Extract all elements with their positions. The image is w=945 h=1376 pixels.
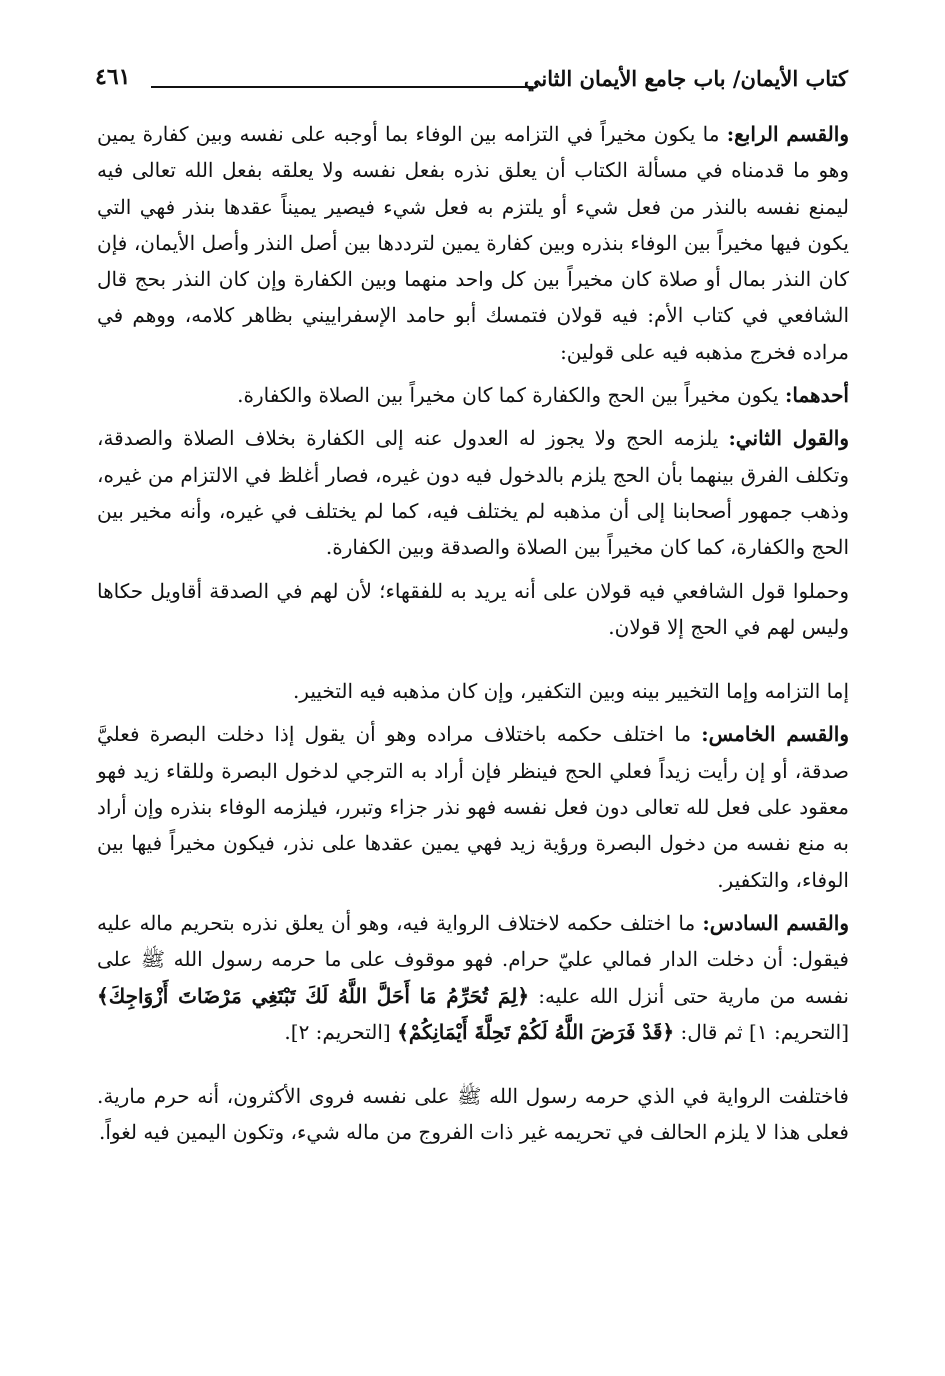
header-title: كتاب الأيمان/ باب جامع الأيمان الثاني bbox=[523, 66, 848, 91]
paragraph-text: يكون مخيراً بين الحج والكفارة كما كان مخيراً بين الصلاة والكفارة. bbox=[237, 383, 785, 408]
paragraph-narration-difference bbox=[97, 1078, 849, 1151]
paragraph-lead: والقول الثاني: bbox=[728, 426, 850, 451]
paragraph-section-four bbox=[97, 116, 849, 370]
paragraph-text: ما يكون مخيراً في التزامه بين الوفاء بما أوجبه على نفسه وبين كفارة يمين وهو ما قدمناه في مسألة الكتاب أن يعلق نذره بفعل نفسه ولا يعلقه بفعل الله تعالى فيه ليمنع نفسه بالنذر من فعل شيء أو يلتزم به فعل شيء فيصير يميناً عقدها بنذر فهي التي يكون فيها مخيراً بين الوفاء بنذره وبين كفارة يمين لترددها بين أصل النذر وأصل الأيمان، فإن كان النذر بمال أو صلاة كان مخيراً بين كل واحد منهما وبين الكفارة وإن كان النذر بحج قال الشافعي في كتاب الأم: فيه قولان فتمسك أبو حامد الإسفراييني بظاهر كلامه، ووهم في مراده فخرج مذهبه فيه على قولين: bbox=[97, 122, 849, 364]
paragraph-lead: والقسم السادس: bbox=[702, 910, 849, 935]
page-number: ٤٦١ bbox=[95, 64, 131, 90]
paragraph-second-opinion bbox=[97, 420, 849, 565]
paragraph-commitment-or-choice bbox=[97, 673, 849, 709]
paragraph-section-six bbox=[97, 905, 849, 1050]
paragraph-text: ما اختلف حكمه لاختلاف الرواية فيه، وهو أن يعلق نذره بتحريم ماله عليه فيقول: أن دخلت الدار فمالي عليّ حرام. فهو موقوف على ما حرمه رسول الله ﷺ على نفسه من مارية حتى أنزل الله عليه: bbox=[97, 910, 850, 1008]
paragraph-text: وحملوا قول الشافعي فيه قولان على أنه يريد به للفقهاء؛ لأن لهم في الصدقة أقاويل حكاها وليس لهم في الحج إلا قولان. bbox=[97, 578, 849, 639]
paragraph-lead: والقسم الرابع: bbox=[726, 122, 849, 146]
paragraph-text: إما التزامه وإما التخيير بينه وبين التكفير، وإن كان مذهبه فيه التخيير. bbox=[292, 679, 849, 704]
page-body bbox=[97, 116, 849, 1158]
paragraph-text: فاختلفت الرواية في الذي حرمه رسول الله ﷺ على نفسه فروى الأكثرون، أنه حرم مارية. فعلى هذا لا يلزم الحالف في تحريمه غير ذات الفروج من ماله شيء، وتكون اليمين فيه لغواً. bbox=[97, 1084, 849, 1145]
verse-reference: [التحريم: ١] ثم قال: bbox=[674, 1019, 849, 1044]
quran-verse: ﴿لِمَ تُحَرِّمُ مَا أَحَلَّ اللَّهُ لَكَ تَبْتَغِي مَرْضَاتَ أَزْوَاجِكَ﴾ bbox=[97, 983, 530, 1008]
paragraph-first-opinion bbox=[97, 377, 849, 413]
paragraph-text: يلزمه الحج ولا يجوز له العدول عنه إلى الكفارة بخلاف الصلاة والصدقة، وتكلف الفرق بينهما بأن الحج يلزم بالدخول فيه دون غيره، فصار أغلظ في الالتزام من غيره، وذهب جمهور أصحابنا إلى أن مذهبه لم يختلف فيه، كما لم يختلف في غيره، وأنه مخير بين الحج والكفارة، كما كان مخيراً بين الصلاة والصدقة وبين الكفارة. bbox=[97, 426, 849, 560]
paragraph-shafii-interpretation bbox=[97, 573, 849, 646]
paragraph-section-five bbox=[97, 716, 849, 897]
paragraph-lead: أحدهما: bbox=[784, 383, 849, 408]
quran-verse: ﴿قَدْ فَرَضَ اللَّهُ لَكُمْ تَحِلَّةَ أَيْمَانِكُمْ﴾ bbox=[397, 1019, 675, 1044]
paragraph-lead: والقسم الخامس: bbox=[701, 722, 849, 747]
verse-reference: [التحريم: ٢]. bbox=[284, 1019, 398, 1044]
header-rule bbox=[151, 86, 533, 88]
running-header bbox=[95, 62, 848, 102]
paragraph-text: ما اختلف حكمه باختلاف مراده وهو أن يقول إذا دخلت البصرة فعليَّ صدقة، أو إن رأيت زيداً فعلي الحج فينظر فإن أراد به الترجي لدخول البصرة وللقاء زيد فهو معقود على فعل لله تعالى دون فعل نفسه فهو نذر جزاء وتبرر، فيلزمه الوفاء بنذره وإن أراد به منع نفسه من دخول البصرة ورؤية زيد فهي يمين عقدها على نذر، فيكون مخيراً فيها بين الوفاء، والتكفير. bbox=[97, 722, 849, 892]
